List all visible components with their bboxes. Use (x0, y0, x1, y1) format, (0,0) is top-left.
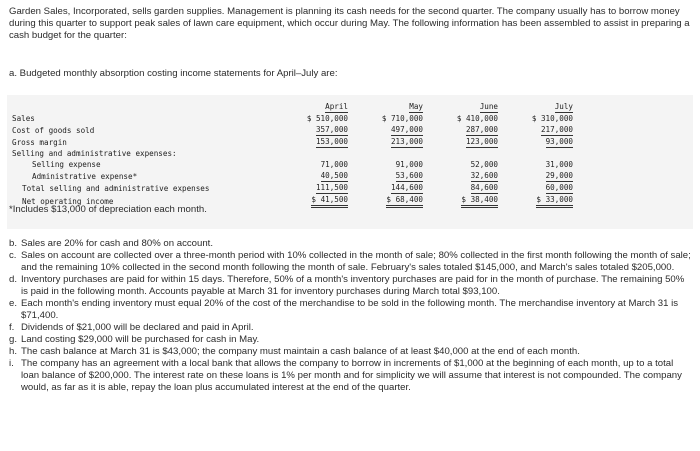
cell: 213,000 (390, 137, 423, 146)
cell: 53,600 (395, 171, 423, 180)
cell: $ 510,000 (306, 114, 348, 123)
cell: 52,000 (470, 160, 498, 169)
cell: 357,000 (315, 125, 348, 134)
row-label: Cost of goods sold (12, 125, 95, 135)
cell: $ 41,500 (277, 194, 352, 208)
table-row-total-sga (12, 182, 577, 194)
cell: 29,000 (545, 171, 573, 180)
cell: $ 38,400 (427, 194, 502, 208)
cell: 144,600 (390, 183, 423, 192)
list-item: c. Sales on account are collected over a three-month period with 10% collected in the month of sale; 80% collected in the first month following the month of sale; and the remaining 10% collected in the second month following the month of sale. February's sales totaled $145,000, and March's sales totaled $205,000. (9, 250, 691, 273)
list-item: d. Inventory purchases are paid for within 15 days. Therefore, 50% of a month's inventory purchases are paid for in the month of purchase. The remaining 50% is paid in the following month. Accounts payable at March 31 for inventory purchases during March total $93,100. (9, 274, 685, 297)
intro-paragraph: Garden Sales, Incorporated, sells garden supplies. Management is planning its cash needs for the second quarter. The company usually has to borrow money during this quarter to support peak sales of lawn care equipment, which occur during May. The following information has been assembled to assist in preparing a cash budget for the quarter: (9, 6, 690, 41)
table-row-cogs (12, 124, 577, 136)
table-row-sales (12, 113, 577, 124)
cell: 32,600 (470, 171, 498, 180)
cell: 40,500 (320, 171, 348, 180)
assumptions-list (9, 238, 691, 394)
list-item: b. Sales are 20% for cash and 80% on account. (9, 238, 213, 249)
row-label: Gross margin (12, 137, 67, 147)
cell: 153,000 (315, 137, 348, 146)
table-row-admin-expense (12, 170, 577, 182)
month-header: April (325, 102, 348, 111)
cell: 60,000 (545, 183, 573, 192)
row-label: Administrative expense* (32, 171, 138, 181)
part-a-heading: a. Budgeted monthly absorption costing income statements for April–July are: (9, 68, 338, 79)
cell: $ 410,000 (456, 114, 498, 123)
month-header: July (554, 102, 573, 111)
list-item: e. Each month's ending inventory must equal 20% of the cost of the merchandise to be sold in the following month. The merchandise inventory at March 31 is $71,400. (9, 298, 679, 321)
list-item: f. Dividends of $21,000 will be declared and paid in April. (9, 322, 254, 333)
cell: 287,000 (465, 125, 498, 134)
table-row-selling-expense (12, 159, 577, 170)
cell: $ 33,000 (502, 194, 577, 208)
cell: 71,000 (320, 160, 348, 169)
list-item: h. The cash balance at March 31 is $43,000; the company must maintain a cash balance of at least $40,000 at the end of each month. (9, 346, 580, 357)
cell: 497,000 (390, 125, 423, 134)
cell: $ 310,000 (531, 114, 573, 123)
cell: 31,000 (545, 160, 573, 169)
cell: 217,000 (540, 125, 573, 134)
row-label: Selling expense (32, 160, 101, 169)
cell: 84,600 (470, 183, 498, 192)
cell: 93,000 (545, 137, 573, 146)
row-label: Sales (12, 114, 35, 123)
month-header: June (479, 102, 498, 111)
row-label: Total selling and administrative expenses (22, 183, 210, 193)
cell: 91,000 (395, 160, 423, 169)
table-row-sga-heading (12, 148, 577, 159)
table-header-row (12, 102, 577, 113)
month-header: May (409, 102, 423, 111)
income-statement-table (12, 102, 577, 208)
list-item: g. Land costing $29,000 will be purchased for cash in May. (9, 334, 260, 345)
row-label: Net operating income (22, 196, 114, 206)
depreciation-footnote: *Includes $13,000 of depreciation each month. (9, 204, 207, 215)
cell: $ 710,000 (381, 114, 423, 123)
row-label: Selling and administrative expenses: (12, 149, 177, 158)
list-item: i. The company has an agreement with a local bank that allows the company to borrow in increments of $1,000 at the beginning of each month, up to a total loan balance of $200,000. The interest rate on these loans is 1% per month and for simplicity we will assume that interest is not compounded. The company would, as far as it is able, repay the loan plus accumulated interest at the end of the quarter. (9, 358, 682, 393)
cell: 111,500 (315, 183, 348, 192)
cell: $ 68,400 (352, 194, 427, 208)
table-row-gross-margin (12, 136, 577, 148)
cell: 123,000 (465, 137, 498, 146)
